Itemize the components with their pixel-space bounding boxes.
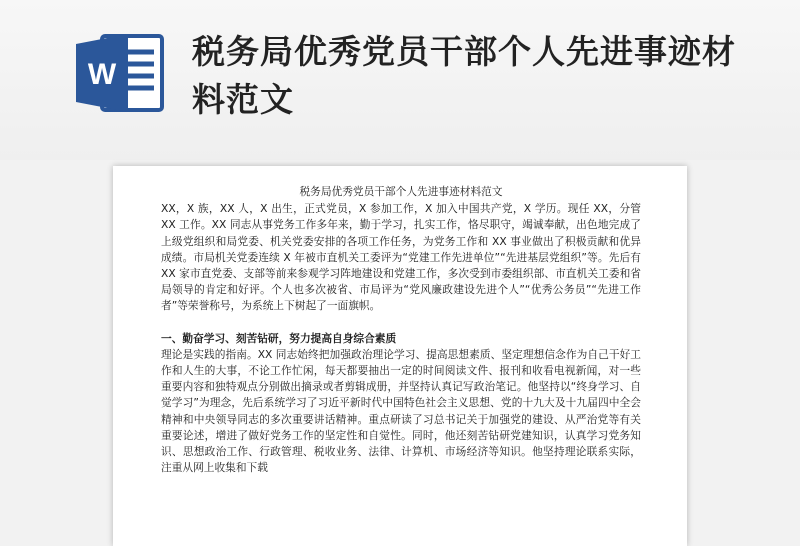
header-banner — [0, 0, 800, 160]
page-title: 税务局优秀党员干部个人先进事迹材料范文 — [192, 32, 736, 119]
document-page — [113, 166, 687, 546]
section-heading: 一、勤奋学习、刻苦钻研，努力提高自身综合素质 — [161, 331, 397, 345]
word-document-icon — [72, 32, 168, 114]
document-title: 税务局优秀党员干部个人先进事迹材料范文 — [299, 185, 503, 198]
paragraph-study: 理论是实践的指南。XX 同志始终把加强政治理论学习、提高思想素质、坚定理想信念作为自己干好工作和人生的大事，不论工作忙闲，每天都要抽出一定的时间阅读文件、报刊和收看电视新闻，对一些重要内容和独特观点分别做出摘录或者剪辑成册，并坚持认真记写政治笔记。他坚持以“终身学习、自觉学习”为理念，先后系统学习了习近平新时代中国特色社会主义思想、党的十九大及十九届四中全会精神和中央领导同志的多次重要讲话精神。重点研读了习总书记关于加强党的建设、从严治党等有关重要论述，增进了做好党务工作的坚定性和自觉性。同时，他还刻苦钻研党建知识，认真学习党务知识、思想政治工作、行政管理、税收业务、法律、计算机、市场经济等知识。他坚持理论联系实际，注重从网上收集和下载 — [161, 347, 641, 475]
paragraph-intro: XX，X 族，XX 人，X 出生，正式党员，X 参加工作，X 加入中国共产党，X 学历。现任 XX，分管 XX 工作。XX 同志从事党务工作多年来，勤于学习，扎实工作，恪尽职守，竭诚奉献，出色地完成了上级党组织和局党委、机关党委安排的各项工作任务，为党务工作和 XX 事业做出了积极贡献和优异成绩。市局机关党委连续 X 年被市直机关工委评为“党建工作先进单位”“先进基层党组织”等。先后有 XX 家市直党委、支部等前来参观学习阵地建设和党建工作，多次受到市委组织部、市直机关工委和省局领导的肯定和好评。个人也多次被省、市局评为“党风廉政建设先进个人”“优秀公务员”“先进工作者”等荣誉称号，为系统上下树起了一面旗帜。 — [161, 202, 641, 313]
paragraph-gap — [161, 315, 641, 331]
word-logo-letter: W — [87, 58, 117, 91]
document-body — [161, 184, 641, 476]
